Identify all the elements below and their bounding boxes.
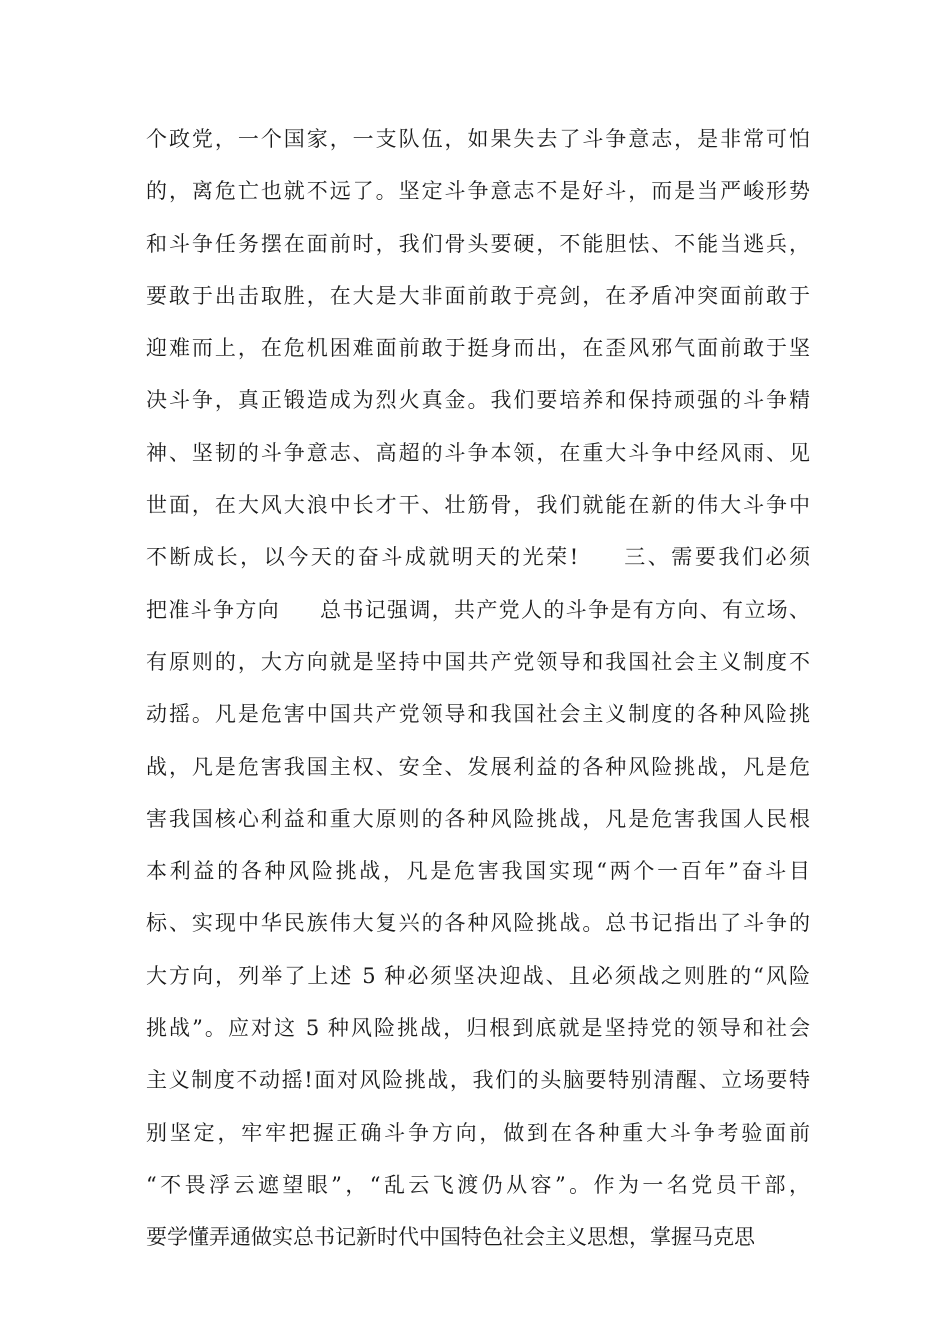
body-text — [146, 118, 810, 1269]
text-line: 别坚定，牢牢把握正确斗争方向，做到在各种重大斗争考验面前 — [146, 1120, 810, 1145]
text-line: 神、坚韧的斗争意志、高超的斗争本领，在重大斗争中经风雨、见 — [146, 440, 810, 465]
text-line: “不畏浮云遮望眼”，“乱云飞渡仍从容”。作为一名党员干部， — [146, 1172, 810, 1197]
text-line: 战，凡是危害我国主权、安全、发展利益的各种风险挑战，凡是危 — [146, 754, 810, 779]
text-line: 世面，在大风大浪中长才干、壮筋骨，我们就能在新的伟大斗争中 — [146, 493, 810, 518]
text-line: 和斗争任务摆在面前时，我们骨头要硬，不能胆怯、不能当逃兵， — [146, 231, 810, 256]
text-line: 大方向，列举了上述 5 种必须坚决迎战、且必须战之则胜的“风险 — [146, 963, 810, 988]
text-line: 主义制度不动摇!面对风险挑战，我们的头脑要特别清醒、立场要特 — [146, 1068, 810, 1093]
text-line: 害我国核心利益和重大原则的各种风险挑战，凡是危害我国人民根 — [146, 806, 810, 831]
text-line: 要学懂弄通做实总书记新时代中国特色社会主义思想，掌握马克思 — [146, 1225, 755, 1250]
text-line: 个政党，一个国家，一支队伍，如果失去了斗争意志，是非常可怕 — [146, 127, 810, 151]
text-line: 标、实现中华民族伟大复兴的各种风险挑战。总书记指出了斗争的 — [146, 911, 810, 936]
text-line: 把准斗争方向 总书记强调，共产党人的斗争是有方向、有立场、 — [146, 597, 810, 622]
text-line: 决斗争，真正锻造成为烈火真金。我们要培养和保持顽强的斗争精 — [146, 388, 810, 413]
text-line: 的，离危亡也就不远了。坚定斗争意志不是好斗，而是当严峻形势 — [146, 179, 810, 204]
text-line: 有原则的，大方向就是坚持中国共产党领导和我国社会主义制度不 — [146, 649, 810, 674]
text-line: 本利益的各种风险挑战，凡是危害我国实现“两个一百年”奋斗目 — [146, 859, 810, 884]
text-line: 不断成长，以今天的奋斗成就明天的光荣! 三、需要我们必须 — [146, 545, 810, 570]
text-line: 迎难而上，在危机困难面前敢于挺身而出，在歪风邪气面前敢于坚 — [146, 336, 810, 361]
text-line: 动摇。凡是危害中国共产党领导和我国社会主义制度的各种风险挑 — [146, 702, 810, 727]
text-line: 要敢于出击取胜，在大是大非面前敢于亮剑，在矛盾冲突面前敢于 — [146, 283, 810, 308]
text-line: 挑战”。应对这 5 种风险挑战，归根到底就是坚持党的领导和社会 — [146, 1016, 810, 1041]
